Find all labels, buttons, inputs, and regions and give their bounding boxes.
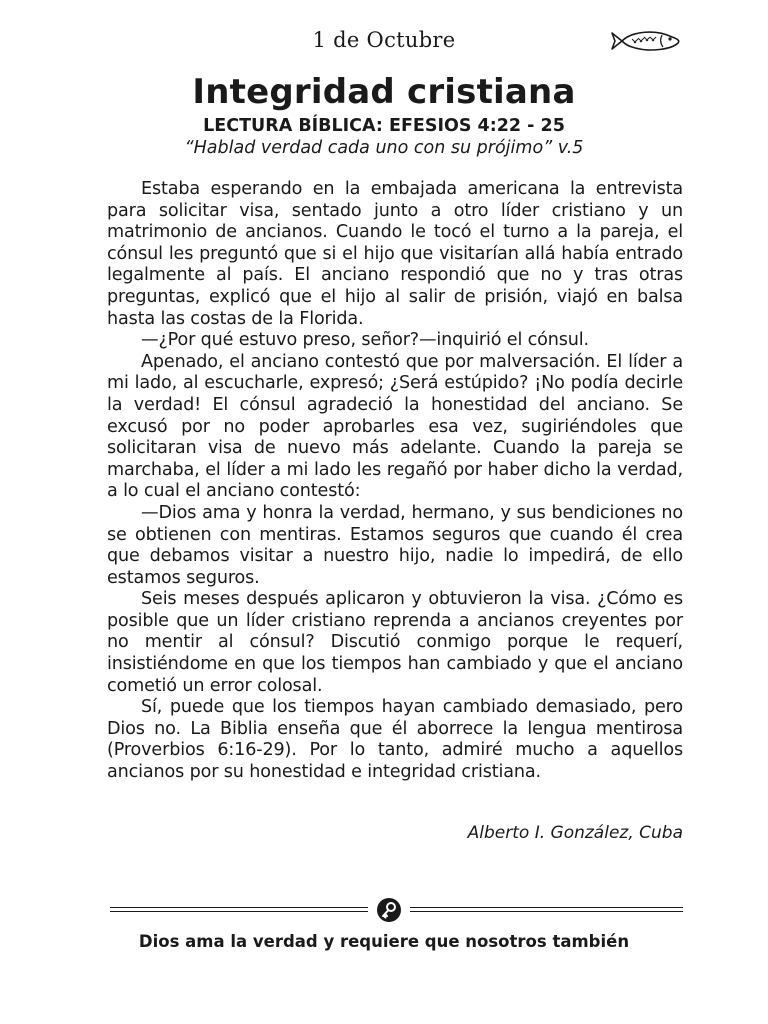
paragraph: Estaba esperando en la embajada americana la entrevista para solicitar visa, sentado junto a otro líder cristiano y un matrimonio de ancianos. Cuando le tocó el turno a la pareja, el cónsul les preguntó que si el hijo que visitarían allá había entrado legalmente al país. El anciano respondió que no y tras otras preguntas, explicó que el hijo al salir de prisión, viajó en balsa hasta las costas de la Florida. [107,179,683,329]
footer-divider [110,897,683,923]
thought-of-the-day: Dios ama la verdad y requiere que nosotros también [138,932,630,951]
key-verse: “Hablad verdad cada uno con su prójimo” v.5 [184,138,584,158]
divider-line-left [110,907,368,912]
page-title: Integridad cristiana [192,72,576,112]
devotional-body [107,179,683,784]
paragraph: —Dios ama y honra la verdad, hermano, y sus bendiciones no se obtienen con mentiras. Estamos seguros que cuando él crea que debamos visitar a nuestro hijo, nadie lo impedirá, de ello estamos seguros. [107,502,683,588]
paragraph: Seis meses después aplicaron y obtuvieron la visa. ¿Cómo es posible que un líder cristiano reprenda a ancianos creyentes por no mentir al cónsul? Discutió conmigo porque le requerí, insistiéndome en que los tiempos han cambiado y que el anciano cometió un error colosal. [107,589,683,696]
bible-reading: LECTURA BÍBLICA: EFESIOS 4:22 - 25 [203,116,565,136]
fish-icon [610,27,682,55]
author-signature: Alberto I. González, Cuba [467,823,683,843]
paragraph: —¿Por qué estuvo preso, señor?—inquirió el cónsul. [141,330,589,351]
paragraph: Apenado, el anciano contestó que por malversación. El líder a mi lado, al escucharle, expresó; ¿Será estúpido? ¡No podía decirle la verdad! El cónsul agradeció la honestidad del anciano. Se excusó por no poder aprobarles esa vez, sugiriéndoles que solicitaran visa de nuevo más adelante. Cuando la pareja se marchaba, el líder a mi lado les regañó por haber dicho la verdad, a lo cual el anciano contestó: [107,351,683,502]
paragraph: Sí, puede que los tiempos hayan cambiado demasiado, pero Dios no. La Biblia enseña que él aborrece la lengua mentirosa (Proverbios 6:16-29). Por lo tanto, admiré mucho a aquellos ancianos por su honestidad e integridad cristiana. [107,697,683,783]
page-date: 1 de Octubre [312,28,456,52]
divider-line-right [410,907,683,912]
key-emblem-icon [376,897,402,923]
